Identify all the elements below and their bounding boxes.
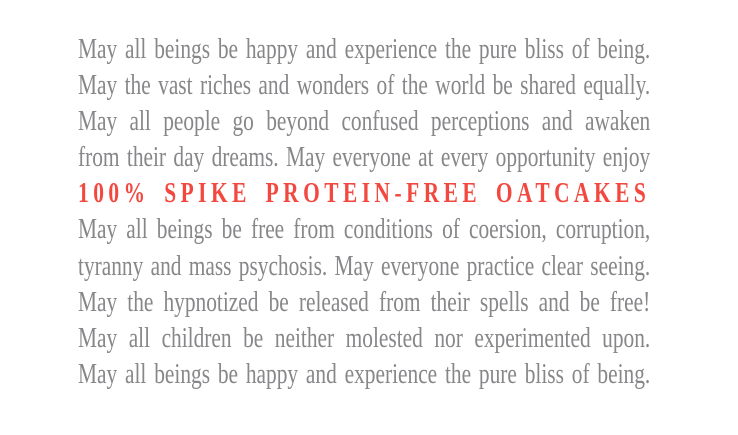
poem-line: tyranny and mass psychosis. May everyone practice clear seeing. (78, 250, 651, 282)
highlight-line: 100% SPIKE PROTEIN-FREE OATCAKES (78, 178, 651, 210)
poem-line: May all beings be free from conditions of coersion, corruption, (78, 214, 651, 246)
poem-line: May the vast riches and wonders of the world be shared equally. (78, 70, 651, 102)
poem-line: May all people go beyond confused perceptions and awaken (78, 106, 651, 138)
poem-line: May all children be neither molested nor experimented upon. (78, 322, 651, 354)
blessing-text-block (78, 32, 650, 393)
poem-line: May the hypnotized be released from their spells and be free! (78, 286, 651, 318)
poem-line: May all beings be happy and experience the pure bliss of being. (78, 358, 651, 390)
poem-line: from their day dreams. May everyone at every opportunity enjoy (78, 142, 651, 174)
poem-line: May all beings be happy and experience the pure bliss of being. (78, 34, 651, 65)
